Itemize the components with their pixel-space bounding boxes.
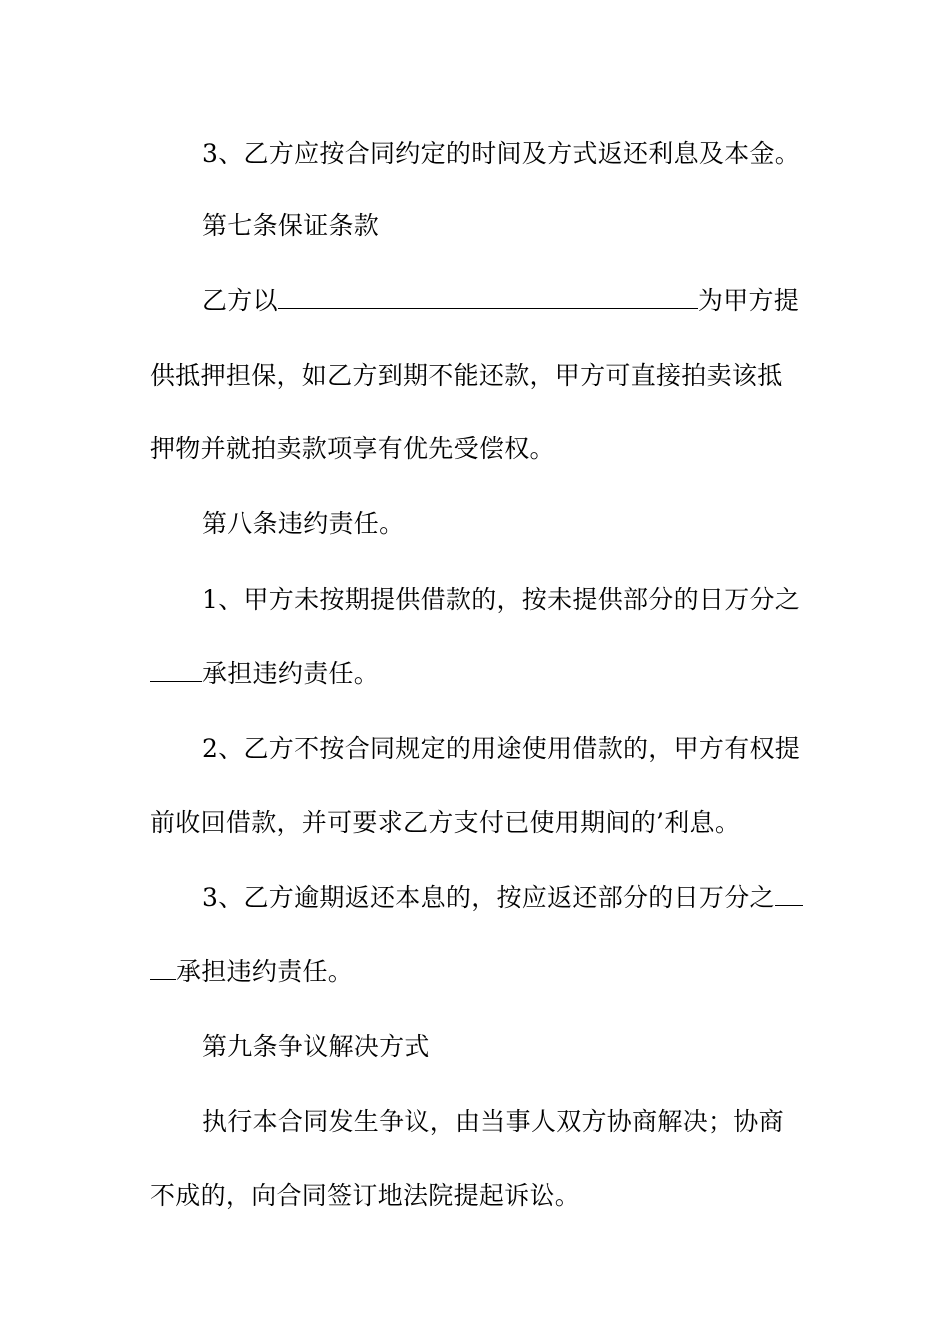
article-7-text-line-1 xyxy=(202,285,862,317)
article-8-item-2-line-2 xyxy=(150,807,810,839)
article-7-heading xyxy=(202,210,862,242)
fill-in-blank xyxy=(278,286,698,309)
fill-in-blank xyxy=(775,883,803,906)
article-9-heading xyxy=(202,1031,862,1063)
article-9-text-line-1 xyxy=(202,1106,862,1138)
section-heading: 第九条争议解决方式 xyxy=(202,1032,430,1061)
article-8-item-3-line-1 xyxy=(202,882,862,914)
section-heading: 第七条保证条款 xyxy=(202,211,380,240)
text-line: 押物并就拍卖款项享有优先受偿权。 xyxy=(150,434,555,463)
text-line: 不成的，向合同签订地法院提起诉讼。 xyxy=(150,1181,581,1210)
article-8-item-1-line-2 xyxy=(150,658,810,690)
text-line: 3、乙方应按合同约定的时间及方式返还利息及本金。 xyxy=(202,139,801,168)
text-line: 承担违约责任。 xyxy=(176,957,354,986)
fill-in-blank xyxy=(150,659,202,682)
text-line: 乙方以 xyxy=(202,286,278,315)
text-line: 1、甲方未按期提供借款的，按未提供部分的日万分之 xyxy=(202,585,801,614)
clause-6-item-3 xyxy=(202,138,862,170)
fill-in-blank xyxy=(150,957,176,980)
article-9-text-line-2 xyxy=(150,1180,810,1212)
article-7-text-line-3 xyxy=(150,433,810,465)
article-8-item-2-line-1 xyxy=(202,733,862,765)
text-line: 2、乙方不按合同规定的用途使用借款的，甲方有权提 xyxy=(202,734,801,763)
text-line: 为甲方提 xyxy=(697,286,800,315)
article-8-heading xyxy=(202,508,862,540)
text-line: 承担违约责任。 xyxy=(202,659,380,688)
article-8-item-1-line-1 xyxy=(202,584,862,616)
text-line: 执行本合同发生争议，由当事人双方协商解决；协商 xyxy=(202,1107,784,1136)
section-heading: 第八条违约责任。 xyxy=(202,509,405,538)
article-8-item-3-line-2 xyxy=(150,956,810,988)
text-line: 前收回借款，并可要求乙方支付已使用期间的’利息。 xyxy=(150,808,741,837)
article-7-text-line-2 xyxy=(150,360,810,392)
text-line: 供抵押担保，如乙方到期不能还款，甲方可直接拍卖该抵 xyxy=(150,361,783,390)
text-line: 3、乙方逾期返还本息的，按应返还部分的日万分之 xyxy=(202,883,775,912)
